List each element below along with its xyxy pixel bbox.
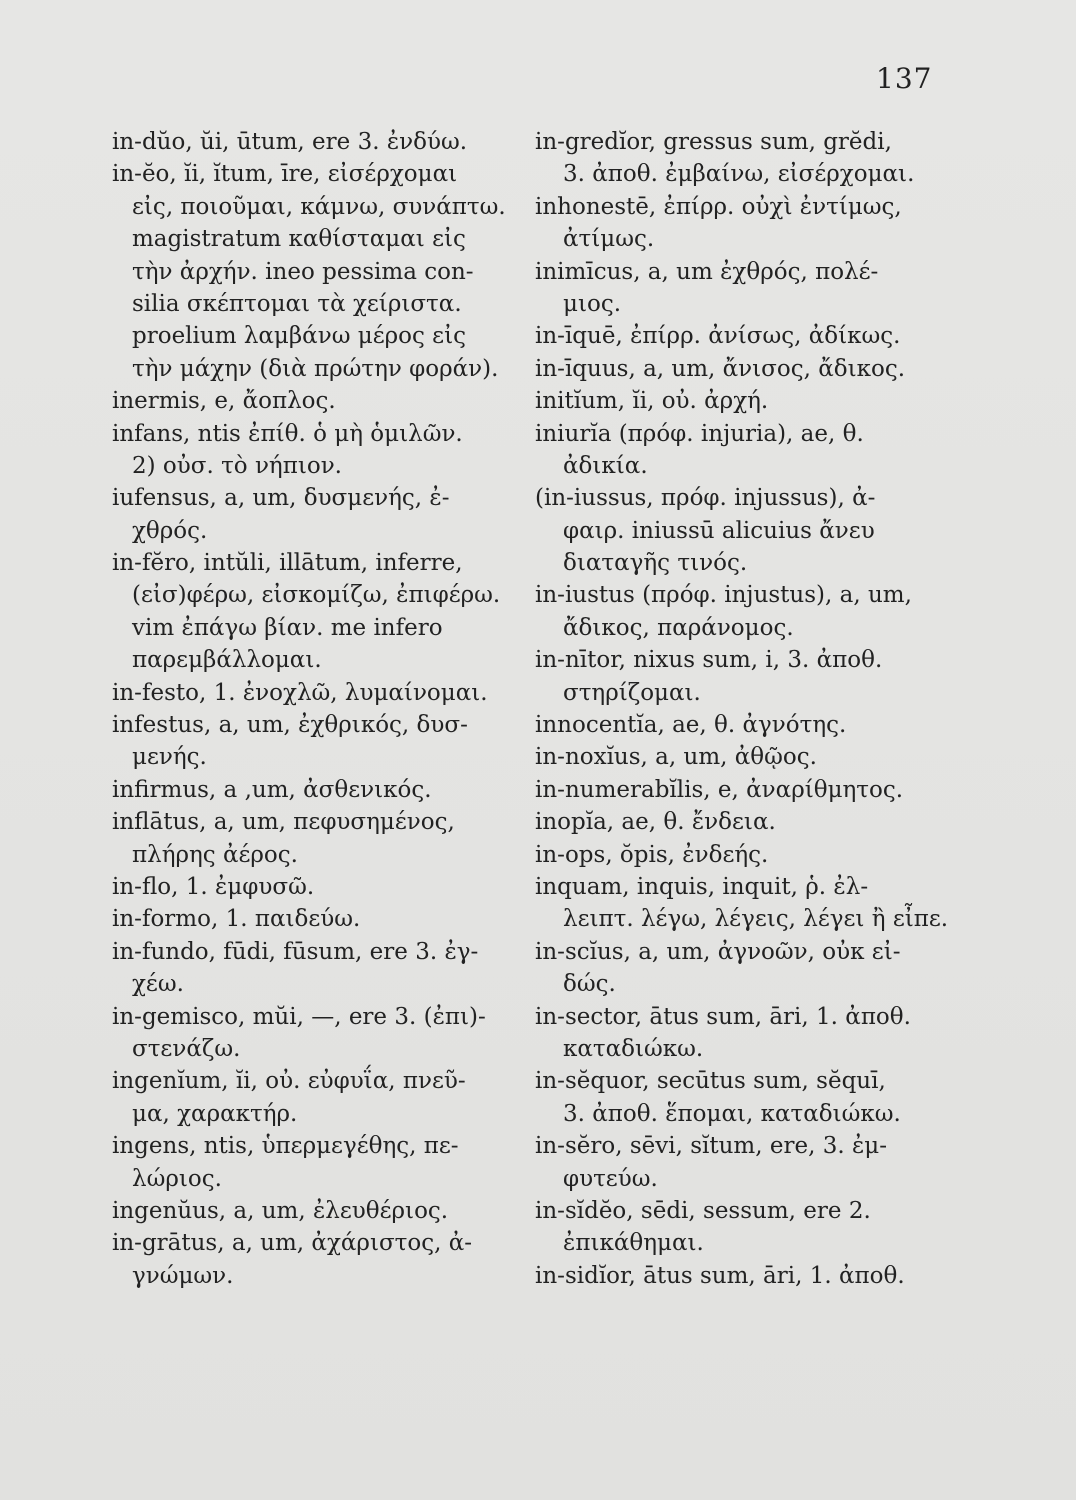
entry-continuation-line: μα, χαρακτήρ.: [132, 1100, 298, 1127]
entry-continuation-line: ἄδικος, παράνομος.: [563, 614, 794, 641]
entry-continuation-line: 3. ἀποθ. ἕπομαι, καταδιώκω.: [563, 1100, 901, 1127]
entry-headword-line: iniurĭa (πρόφ. injuria), ae, θ.: [535, 420, 864, 447]
entry-continuation-line: δώς.: [563, 971, 616, 998]
entry-continuation-line: διαταγῆς τινός.: [563, 550, 748, 577]
entry-continuation-line: γνώμων.: [132, 1262, 234, 1289]
entry-headword-line: inimīcus, a, um ἐχθρός, πολέ-: [535, 258, 879, 285]
entry-continuation-line: χθρός.: [132, 517, 208, 544]
entry-continuation-line: φυτεύω.: [563, 1165, 658, 1192]
entry-headword-line: in-iustus (πρόφ. injustus), a, um,: [535, 582, 912, 609]
entry-continuation-line: magistratum καθίσταμαι εἰς: [132, 226, 466, 253]
entry-headword-line: in-dŭo, ŭi, ūtum, ere 3. ἐνδύω.: [112, 129, 468, 155]
entry-headword-line: ingenĭum, ĭi, οὐ. εὐφυΐα, πνεῦ-: [112, 1068, 466, 1095]
entry-headword-line: initĭum, ĭi, οὐ. ἀρχή.: [535, 388, 769, 415]
entry-headword-line: in-ops, ŏpis, ἐνδεής.: [535, 841, 769, 868]
right-column: [535, 126, 949, 1292]
entry-continuation-line: silia σκέπτομαι τὰ χείριστα.: [132, 290, 462, 317]
entry-headword-line: in-fĕro, intŭli, illātum, inferre,: [112, 550, 463, 577]
entry-headword-line: in-formo, 1. παιδεύω.: [112, 906, 361, 933]
entry-headword-line: in-īquē, ἐπίρρ. ἀνίσως, ἀδίκως.: [535, 323, 901, 350]
page-number: 137: [876, 62, 933, 95]
entry-headword-line: in-fundo, fūdi, fūsum, ere 3. ἐγ-: [112, 938, 479, 965]
entry-continuation-line: λειπτ. λέγω, λέγεις, λέγει ἢ εἶπε.: [563, 906, 949, 933]
entry-headword-line: inhonestē, ἐπίρρ. οὐχὶ ἐντίμως,: [535, 193, 902, 220]
entry-continuation-line: 2) οὐσ. τὸ νήπιον.: [132, 452, 342, 479]
entry-headword-line: infirmus, a ,um, ἀσθενικός.: [112, 776, 432, 803]
entry-headword-line: in-sĭdĕo, sēdi, sessum, ere 2.: [535, 1197, 871, 1224]
entry-continuation-line: λώριος.: [132, 1165, 222, 1192]
entry-continuation-line: 3. ἀποθ. ἐμβαίνω, εἰσέρχομαι.: [563, 161, 915, 188]
entry-headword-line: in-festo, 1. ἐνοχλῶ, λυμαίνομαι.: [112, 679, 488, 706]
entry-headword-line: innocentĭa, ae, θ. ἀγνότης.: [535, 712, 847, 739]
entry-continuation-line: πλήρης ἀέρος.: [132, 841, 298, 868]
entry-headword-line: in-numerabĭlis, e, ἀναρίθμητος.: [535, 776, 904, 803]
entry-continuation-line: ἀδικία.: [563, 452, 648, 479]
entry-continuation-line: εἰς, ποιοῦμαι, κάμνω, συνάπτω.: [132, 193, 506, 220]
entry-headword-line: ingens, ntis, ὑπερμεγέθης, πε-: [112, 1133, 459, 1160]
entry-continuation-line: στηρίζομαι.: [563, 679, 701, 706]
entry-headword-line: in-īquus, a, um, ἄνισος, ἄδικος.: [535, 355, 906, 382]
entry-headword-line: in-gemisco, mŭi, —, ere 3. (ἐπι)-: [112, 1003, 486, 1030]
entry-continuation-line: παρεμβάλλομαι.: [132, 647, 322, 674]
entry-headword-line: in-sĕro, sēvi, sĭtum, ere, 3. ἐμ-: [535, 1133, 888, 1160]
entry-continuation-line: vim ἐπάγω βίαν. me infero: [132, 614, 443, 641]
entry-headword-line: (in-iussus, πρόφ. injussus), ἀ-: [535, 485, 876, 512]
entry-continuation-line: τὴν μάχην (διὰ πρώτην φοράν).: [132, 355, 499, 382]
entry-headword-line: inquam, inquis, inquit, ῥ. ἐλ-: [535, 873, 869, 900]
entry-headword-line: infestus, a, um, ἐχθρικός, δυσ-: [112, 712, 468, 739]
entry-continuation-line: ἀτίμως.: [563, 226, 655, 253]
entry-continuation-line: στενάζω.: [132, 1035, 241, 1062]
entry-headword-line: in-ĕo, ĭi, ĭtum, īre, εἰσέρχομαι: [112, 161, 458, 188]
entry-headword-line: ingenŭus, a, um, ἐλευθέριος.: [112, 1197, 449, 1224]
entry-continuation-line: proelium λαμβάνω μέρος εἰς: [132, 323, 466, 350]
left-column: [112, 126, 506, 1292]
entry-headword-line: in-sector, ātus sum, āri, 1. ἀποθ.: [535, 1003, 911, 1030]
entry-headword-line: in-gredĭor, gressus sum, grĕdi,: [535, 129, 892, 155]
entry-headword-line: in-nītor, nixus sum, i, 3. ἀποθ.: [535, 647, 883, 674]
entry-headword-line: in-sidĭor, ātus sum, āri, 1. ἀποθ.: [535, 1262, 905, 1289]
entry-headword-line: in-flo, 1. ἐμφυσῶ.: [112, 873, 315, 900]
entry-continuation-line: χέω.: [132, 971, 184, 998]
entry-headword-line: infans, ntis ἐπίθ. ὁ μὴ ὁμιλῶν.: [112, 420, 463, 447]
entry-headword-line: iufensus, a, um, δυσμενής, ἐ-: [112, 485, 450, 512]
entry-continuation-line: μενής.: [132, 744, 207, 771]
entry-headword-line: in-sĕquor, secūtus sum, sĕquī,: [535, 1068, 886, 1095]
entry-continuation-line: φαιρ. iniussū alicuius ἄνευ: [563, 517, 875, 544]
entry-headword-line: inopĭa, ae, θ. ἔνδεια.: [535, 809, 776, 836]
entry-headword-line: in-scĭus, a, um, ἀγνοῶν, οὐκ εἰ-: [535, 938, 901, 965]
entry-continuation-line: (εἰσ)φέρω, εἰσκομίζω, ἐπιφέρω.: [132, 582, 501, 609]
entry-continuation-line: ἐπικάθημαι.: [563, 1230, 704, 1257]
entry-continuation-line: τὴν ἀρχήν. ineo pessima con-: [132, 258, 474, 285]
entry-headword-line: inflātus, a, um, πεφυσημένος,: [112, 809, 455, 836]
entry-continuation-line: καταδιώκω.: [563, 1035, 704, 1062]
entry-headword-line: in-grātus, a, um, ἀχάριστος, ἀ-: [112, 1230, 473, 1257]
entry-headword-line: inermis, e, ἄοπλος.: [112, 388, 336, 415]
entry-headword-line: in-noxĭus, a, um, ἀθῷος.: [535, 744, 817, 771]
entry-continuation-line: μιος.: [563, 290, 622, 317]
